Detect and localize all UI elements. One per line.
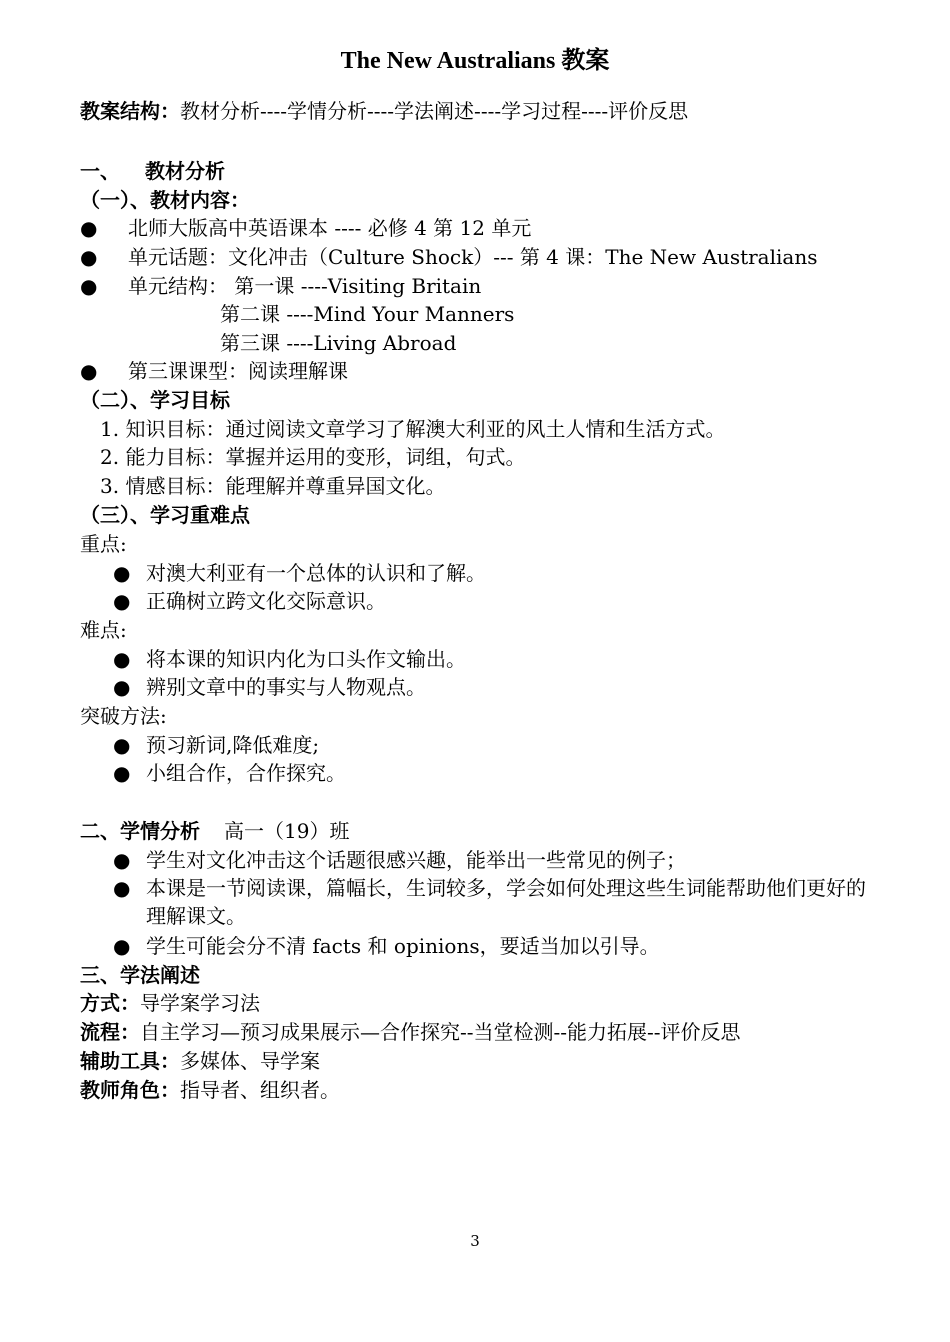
struct-line-1: 第三课 ----Living Abroad [220, 331, 457, 355]
lesson-type-item [80, 357, 348, 385]
section2-point-2 [113, 932, 660, 960]
row-value: 导学案学习法 [140, 991, 260, 1015]
page-number: 3 [470, 1232, 480, 1250]
bullet-icon: ● [113, 761, 131, 785]
row-value: 多媒体、导学案 [180, 1049, 320, 1073]
page-title: The New Australians 教案 [340, 48, 610, 74]
method-point-0 [113, 731, 319, 759]
section3-row-1 [80, 1018, 741, 1046]
structure-value: 教材分析----学情分析----学法阐述----学习过程----评价反思 [180, 99, 689, 123]
method-point-text: 小组合作，合作探究。 [146, 761, 346, 785]
section1-sub1: （一）、教材内容： [80, 188, 250, 212]
key-label: 重点: [80, 532, 127, 556]
section3-row-0 [80, 989, 260, 1017]
diff-label: 难点: [80, 618, 127, 642]
diff-point-1 [113, 673, 426, 701]
section2-point-0 [113, 846, 686, 874]
section2-heading-line [80, 817, 349, 845]
section1-heading-text: 教材分析 [145, 159, 225, 183]
content-item-0 [80, 214, 531, 242]
row-label: 教师角色： [80, 1078, 180, 1102]
section3-row-3 [80, 1076, 340, 1104]
method-point-1 [113, 759, 346, 787]
bullet-icon: ● [80, 274, 98, 298]
bullet-icon: ● [80, 359, 98, 383]
content-item-2 [80, 272, 481, 300]
structure-label: 教案结构： [80, 99, 180, 123]
section2-point-1 [113, 874, 873, 930]
lesson-type-text: 第三课课型：阅读理解课 [128, 359, 348, 383]
section2-point-text: 学生对文化冲击这个话题很感兴趣，能举出一些常见的例子； [146, 848, 686, 872]
section1-heading-num: 一、 [80, 159, 120, 183]
method-label: 突破方法: [80, 704, 167, 728]
goal-item-2: 3. 情感目标：能理解并尊重异国文化。 [100, 474, 446, 498]
row-label: 流程： [80, 1020, 140, 1044]
section1-sub3: （三）、学习重难点 [80, 503, 250, 527]
diff-point-0 [113, 645, 466, 673]
bullet-icon: ● [80, 216, 98, 240]
row-value: 指导者、组织者。 [180, 1078, 340, 1102]
bullet-icon: ● [113, 934, 131, 958]
bullet-icon: ● [113, 675, 131, 699]
structure-line [80, 97, 688, 125]
section1-sub2: （二）、学习目标 [80, 388, 230, 412]
bullet-icon: ● [113, 848, 131, 872]
row-value: 自主学习—预习成果展示—合作探究--当堂检测--能力拓展--评价反思 [140, 1020, 741, 1044]
row-label: 方式： [80, 991, 140, 1015]
bullet-icon: ● [113, 561, 131, 585]
diff-point-text: 辨别文章中的事实与人物观点。 [146, 675, 426, 699]
key-point-text: 对澳大利亚有一个总体的认识和了解。 [146, 561, 486, 585]
section1-heading [80, 157, 225, 185]
goal-item-1: 2. 能力目标：掌握并运用的变形，词组，句式。 [100, 445, 526, 469]
content-text: 北师大版高中英语课本 ---- 必修 4 第 12 单元 [128, 216, 532, 240]
bullet-icon: ● [113, 647, 131, 671]
diff-point-text: 将本课的知识内化为口头作文输出。 [146, 647, 466, 671]
struct-line-0: 第二课 ----Mind Your Manners [220, 302, 515, 326]
key-point-0 [113, 559, 486, 587]
goal-item-0: 1. 知识目标：通过阅读文章学习了解澳大利亚的风土人情和生活方式。 [100, 417, 726, 441]
section2-point-text: 本课是一节阅读课，篇幅长，生词较多，学会如何处理这些生词能帮助他们更好的理解课文。 [146, 876, 866, 928]
section2-point-text: 学生可能会分不清 facts 和 opinions，要适当加以引导。 [146, 934, 660, 958]
key-point-text: 正确树立跨文化交际意识。 [146, 589, 386, 613]
row-label: 辅助工具： [80, 1049, 180, 1073]
section3-row-2 [80, 1047, 320, 1075]
key-point-1 [113, 587, 386, 615]
section2-heading: 二、学情分析 [80, 819, 200, 843]
content-text: 单元话题：文化冲击（Culture Shock）--- 第 4 课：The New Australians [128, 245, 818, 269]
bullet-icon: ● [113, 733, 131, 757]
method-point-text: 预习新词,降低难度; [146, 733, 320, 757]
bullet-icon: ● [80, 245, 98, 269]
section3-heading: 三、学法阐述 [80, 963, 200, 987]
content-item-1 [80, 243, 817, 271]
content-text: 单元结构： 第一课 ----Visiting Britain [128, 274, 482, 298]
bullet-icon: ● [113, 589, 131, 613]
section2-class: 高一（19）班 [224, 819, 350, 843]
bullet-icon: ● [113, 876, 131, 900]
